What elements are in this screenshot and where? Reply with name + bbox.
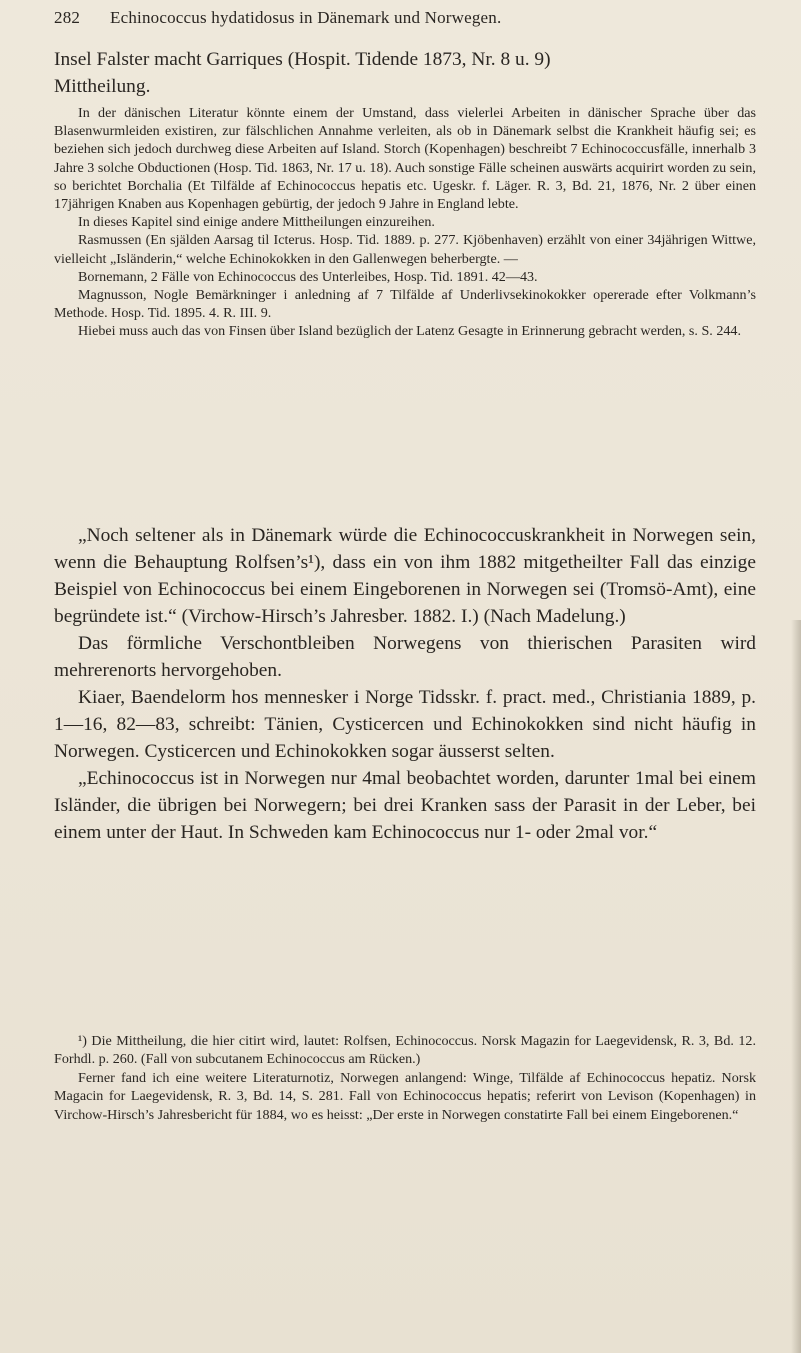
small-paragraph: In der dänischen Literatur könnte einem der Umstand, dass vielerlei Arbeiten in dänischer Sprache über das Blasenwurmleiden existiren, zur fälschlichen Annahme verleiten, als ob in Dänemark selbst die Krankheit häufig sei; es beziehen sich jedoch durchweg diese Arbeiten auf Island. Storch (Kopenhagen) beschreibt 7 Echinococcusfälle, innerhalb 3 Jahre 3 solche Obductionen (Hosp. Tid. 1863, Nr. 17 u. 18). Auch sonstige Fälle scheinen auswärts acquirirt worden zu sein, so berichtet Borchalia (Et Tilfälde af Echinococcus hepatis etc. Ugeskr. f. Läger. R. 3, Bd. 21, 1876, Nr. 2 über einen 17jährigen Knaben aus Kopenhagen gebürtig, der jedoch 9 Jahre in England lebte. [54, 105, 756, 213]
small-print-section [54, 104, 756, 341]
page-header [54, 8, 754, 32]
small-paragraph: Magnusson, Nogle Bemärkninger i anledning af 7 Tilfälde af Underlivsekinokokker opererade efter Volkmann’s Methode. Hosp. Tid. 1895. 4. R. III. 9. [54, 287, 756, 322]
small-paragraph: Hiebei muss auch das von Finsen über Island bezüglich der Latenz Gesagte in Erinnerung gebracht werden, s. S. 244. [78, 323, 741, 340]
page-number: 282 [54, 8, 81, 27]
main-paragraph: Das förmliche Verschontbleiben Norwegens von thierischen Parasiten wird mehrerenorts hervorgehoben. [54, 633, 756, 681]
small-paragraph: Bornemann, 2 Fälle von Echinococcus des Unterleibes, Hosp. Tid. 1891. 42—43. [78, 268, 538, 285]
intro-line: Insel Falster macht Garriques (Hospit. Tidende 1873, Nr. 8 u. 9) [54, 49, 551, 70]
small-paragraph: In dieses Kapitel sind einige andere Mittheilungen einzureihen. [78, 214, 435, 231]
main-text-section [54, 522, 756, 846]
main-paragraph: „Noch seltener als in Dänemark würde die Echinococcuskrankheit in Norwegen sein, wenn die Behauptung Rolfsen’s¹), dass ein von ihm 1882 mitgetheilter Fall das einzige Beispiel von Echinococcus bei einem Eingeborenen in Norwegen sei (Tromsö-Amt), eine begründete ist.“ (Virchow-Hirsch’s Jahresber. 1882. I.) (Nach Madelung.) [54, 525, 756, 627]
main-paragraph: Kiaer, Baendelorm hos mennesker i Norge Tidsskr. f. pract. med., Christiania 1889, p. 1—16, 82—83, schreibt: Tänien, Cysticercen und Echinokokken sind nicht häufig in Norwegen. Cysticercen und Echinokokken sogar äusserst selten. [54, 687, 756, 762]
footnotes-section [54, 1032, 756, 1124]
running-title: Echinococcus hydatidosus in Dänemark und Norwegen. [110, 8, 502, 27]
footnote: Ferner fand ich eine weitere Literaturnotiz, Norwegen anlangend: Winge, Tilfälde af Echinococcus hepatiz. Norsk Magacin for Laegevidensk, R. 3, Bd. 14, S. 281. Fall von Echinococcus hepatis; referirt von Levison (Kopenhagen) in Virchow-Hirsch’s Jahresbericht für 1884, wo es heisst: „Der erste in Norwegen constatirte Fall bei einem Eingeborenen.“ [54, 1069, 756, 1123]
page-edge-shadow [791, 620, 801, 1353]
main-paragraph: „Echinococcus ist in Norwegen nur 4mal beobachtet worden, darunter 1mal bei einem Isländer, die übrigen bei Norwegern; bei drei Kranken sass der Parasit in der Leber, bei einem unter der Haut. In Schweden kam Echinococcus nur 1- oder 2mal vor.“ [54, 768, 756, 843]
intro-paragraph [54, 46, 756, 100]
intro-line: Mittheilung. [54, 76, 151, 97]
footnote: ¹) Die Mittheilung, die hier citirt wird, lautet: Rolfsen, Echinococcus. Norsk Magazin for Laegevidensk, R. 3, Bd. 12. Forhdl. p. 260. (Fall von subcutanem Echinococcus am Rücken.) [54, 1033, 756, 1068]
small-paragraph: Rasmussen (En själden Aarsag til Icterus. Hosp. Tid. 1889. p. 277. Kjöbenhaven) erzählt von einer 34jährigen Wittwe, vielleicht „Isländerin,“ welche Echinokokken in den Gallenwegen beherbergte. — [54, 232, 756, 267]
